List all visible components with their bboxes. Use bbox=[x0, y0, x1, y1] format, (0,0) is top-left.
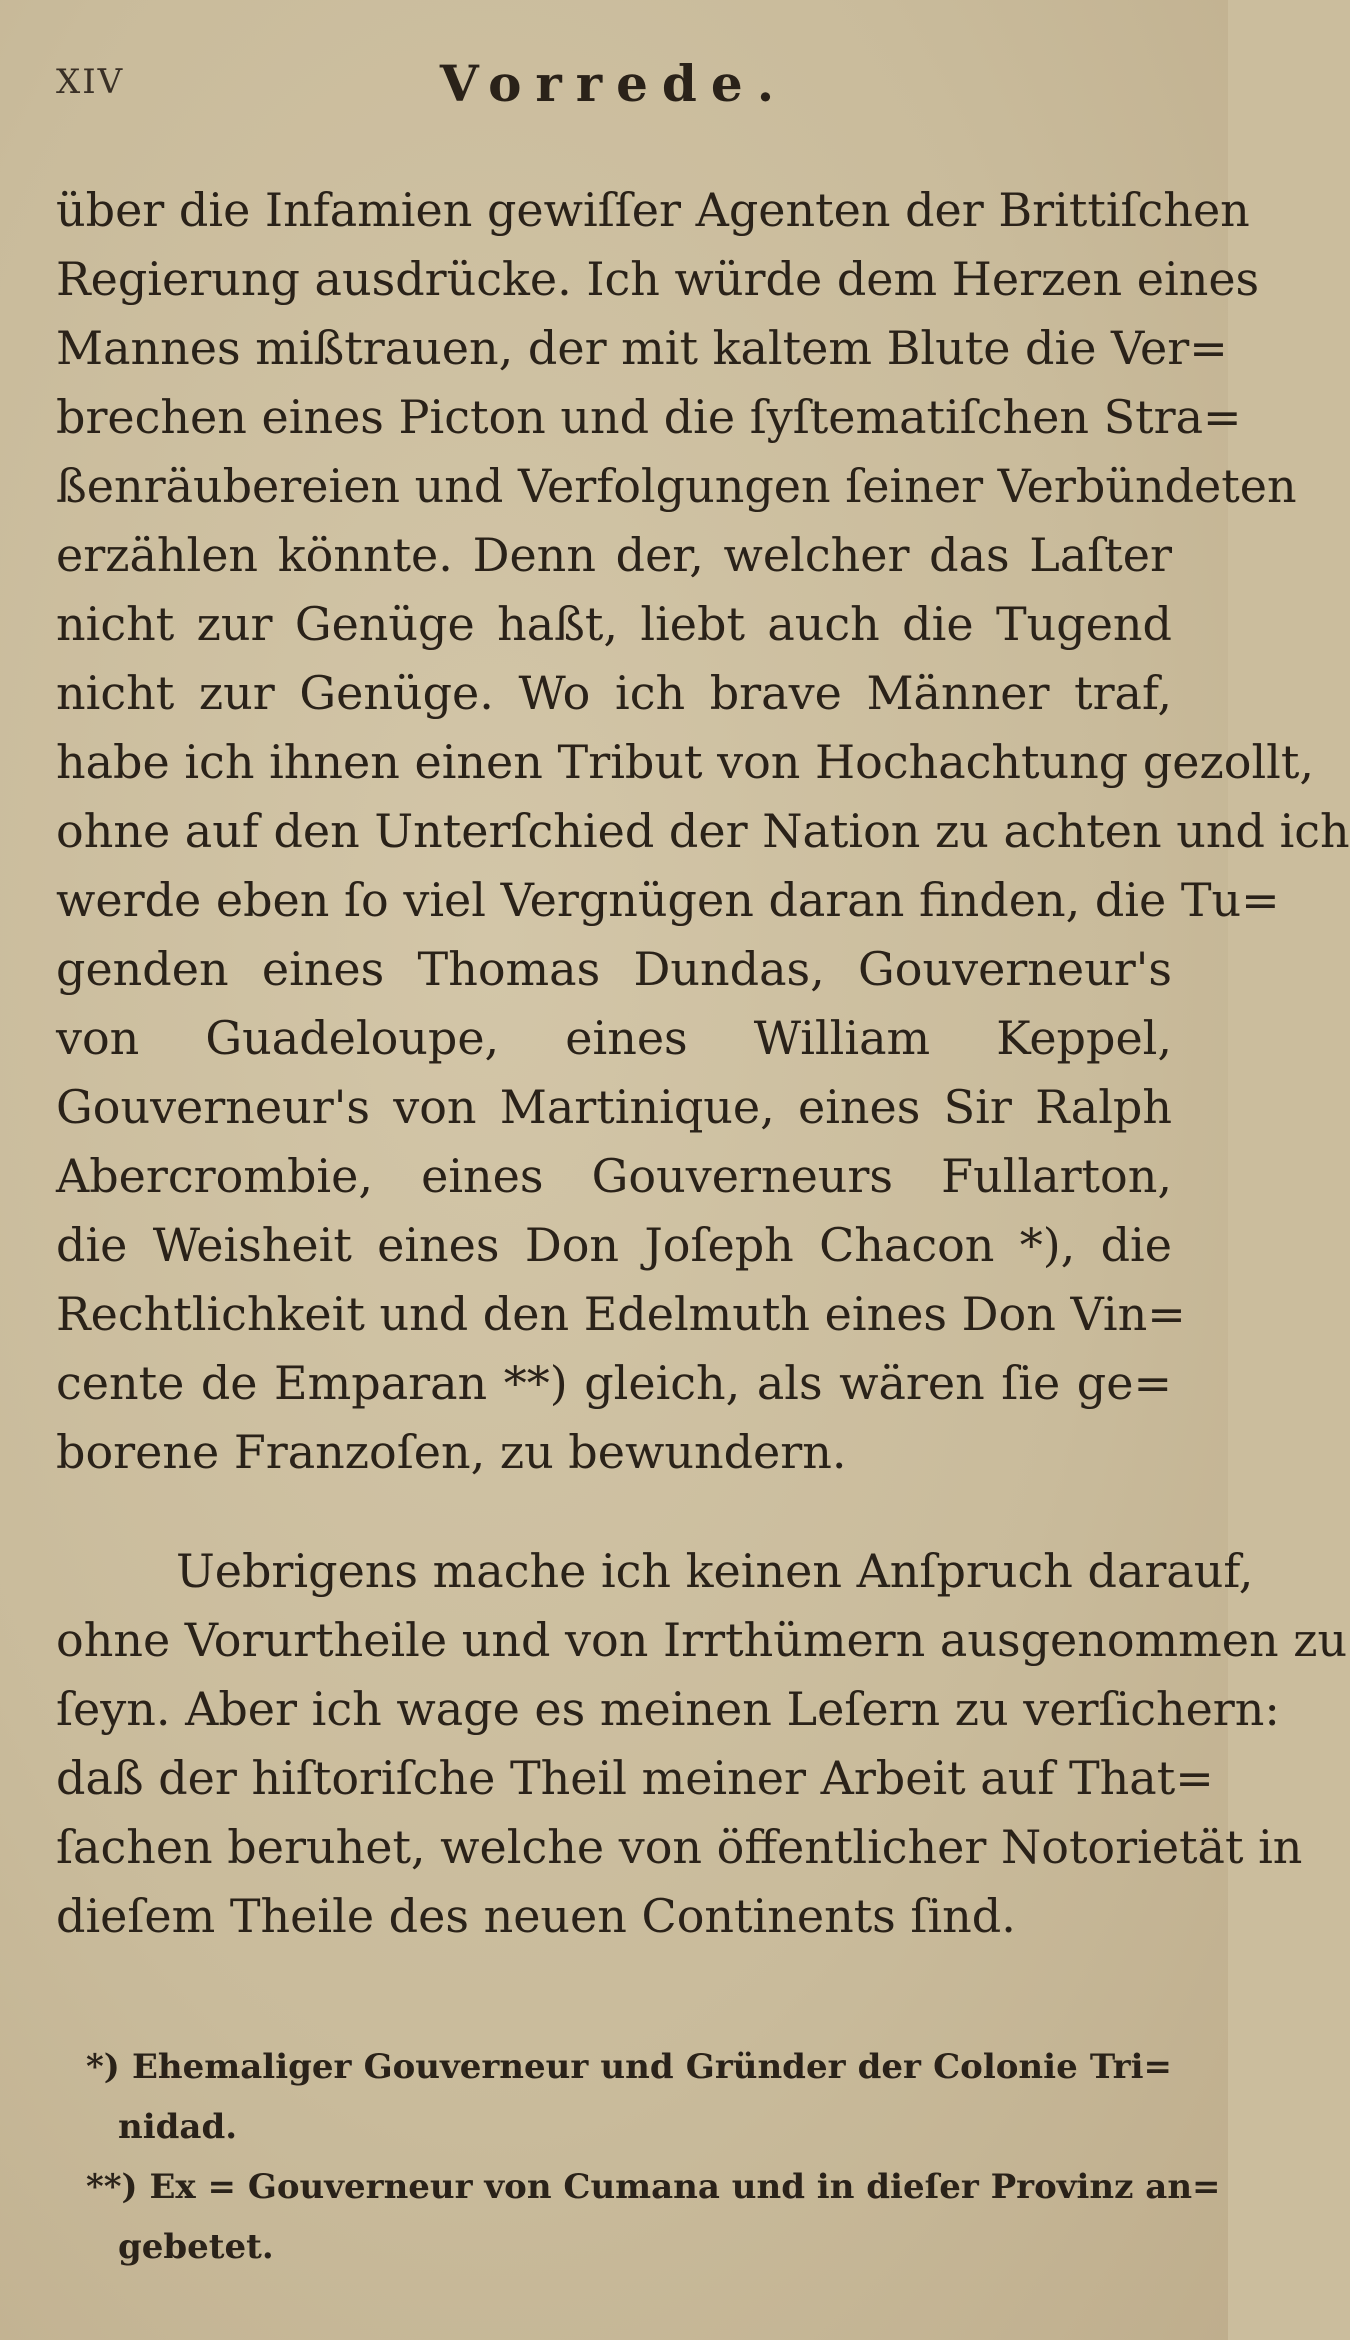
footnotes bbox=[56, 2037, 1221, 2277]
text-line: werde eben ſo viel Vergnügen daran finden, die Tu= bbox=[56, 873, 1280, 927]
paragraph-2 bbox=[56, 1537, 1348, 1951]
text-line: Gouverneur's von Martinique, eines Sir Ralph bbox=[56, 1080, 1172, 1134]
footnote-line: nidad. bbox=[118, 2107, 238, 2147]
text-line: ohne Vorurtheile und von Irrthümern ausgenommen zu bbox=[56, 1613, 1348, 1667]
text-line: erzählen könnte. Denn der, welcher das Laſter bbox=[56, 528, 1172, 582]
body-text bbox=[56, 176, 1350, 1951]
text-line: cente de Emparan **) gleich, als wären ſie ge= bbox=[56, 1356, 1172, 1410]
text-line: daß der hiſtoriſche Theil meiner Arbeit auf That= bbox=[56, 1751, 1214, 1805]
text-line: dieſem Theile des neuen Continents ſind. bbox=[56, 1889, 1016, 1943]
text-line: ſeyn. Aber ich wage es meinen Leſern zu verſichern: bbox=[56, 1682, 1280, 1736]
footnote-2 bbox=[56, 2157, 1221, 2277]
text-line: genden eines Thomas Dundas, Gouverneur's bbox=[56, 942, 1172, 996]
text-line: borene Franzoſen, zu bewundern. bbox=[56, 1425, 847, 1479]
text-line: habe ich ihnen einen Tribut von Hochachtung gezollt, bbox=[56, 735, 1314, 789]
page-number: XIV bbox=[56, 62, 125, 102]
text-line: brechen eines Picton und die ſyſtematiſchen Stra= bbox=[56, 390, 1242, 444]
text-line: nicht zur Genüge. Wo ich brave Männer traf, bbox=[56, 666, 1172, 720]
page-header bbox=[56, 40, 1172, 140]
text-line: Regierung ausdrücke. Ich würde dem Herzen eines bbox=[56, 252, 1260, 306]
paragraph-1 bbox=[56, 176, 1350, 1487]
text-line: Mannes mißtrauen, der mit kaltem Blute die Ver= bbox=[56, 321, 1228, 375]
footnote-1 bbox=[56, 2037, 1172, 2157]
footnote-line: *) Ehemaliger Gouverneur und Gründer der Colonie Tri= bbox=[86, 2047, 1172, 2087]
text-line: ßenräubereien und Verfolgungen ſeiner Verbündeten bbox=[56, 459, 1297, 513]
text-line: über die Infamien gewiſſer Agenten der Brittiſchen bbox=[56, 183, 1250, 237]
text-line: nicht zur Genüge haßt, liebt auch die Tugend bbox=[56, 597, 1172, 651]
text-line: ohne auf den Unterſchied der Nation zu achten und ich bbox=[56, 804, 1350, 858]
text-line: Rechtlichkeit und den Edelmuth eines Don Vin= bbox=[56, 1287, 1186, 1341]
text-line: die Weisheit eines Don Joſeph Chacon *), die bbox=[56, 1218, 1172, 1272]
text-line: Abercrombie, eines Gouverneurs Fullarton, bbox=[56, 1149, 1172, 1203]
footnote-line: **) Ex = Gouverneur von Cumana und in dieſer Provinz an= bbox=[86, 2167, 1221, 2207]
text-line: von Guadeloupe, eines William Keppel, bbox=[56, 1011, 1172, 1065]
footnote-line: gebetet. bbox=[118, 2227, 274, 2267]
text-line: ſachen beruhet, welche von öffentlicher Notorietät in bbox=[56, 1820, 1303, 1874]
running-head: Vorrede. bbox=[439, 54, 789, 113]
text-line: Uebrigens mache ich keinen Anſpruch darauf, bbox=[176, 1544, 1254, 1598]
